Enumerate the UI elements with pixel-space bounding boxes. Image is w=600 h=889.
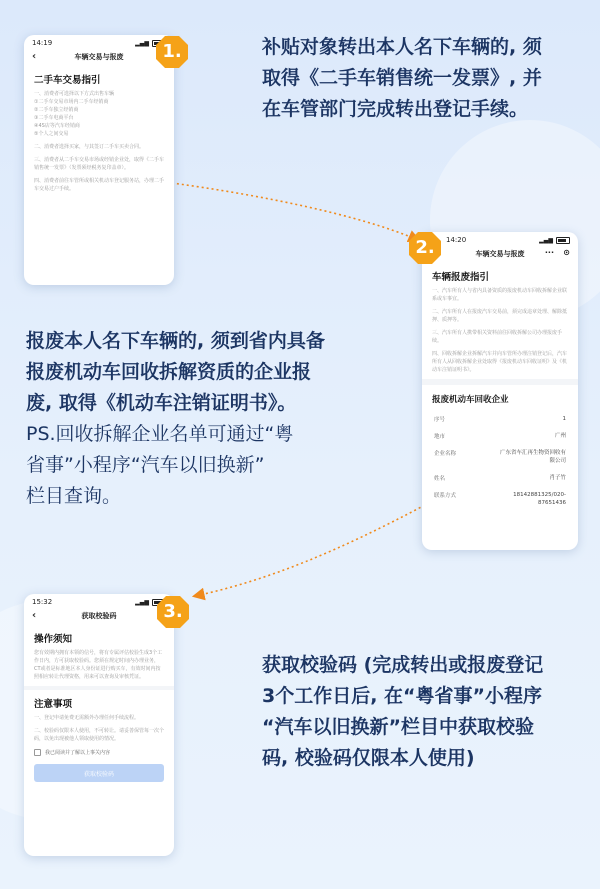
nav-title: 获取校验码 — [81, 612, 117, 620]
checkbox-icon[interactable] — [34, 749, 41, 756]
status-time: 15:32 — [32, 598, 53, 606]
notice-title: 注意事项 — [34, 699, 73, 710]
phone-screenshot-step2 — [422, 232, 578, 550]
get-code-button[interactable]: 获取校验码 — [34, 764, 164, 782]
back-arrow-icon[interactable]: ‹ — [32, 610, 37, 621]
guide-paragraph: 四、消费者前往车管所或相关机动车登记服务站，办理二手车交易过户手续。 — [34, 178, 165, 192]
info-row: 序号 1 — [434, 416, 566, 423]
note-line: 报废本人名下车辆的, 须到省内具备 — [26, 330, 325, 352]
step1-instruction — [262, 32, 542, 125]
status-bar — [24, 35, 174, 48]
signal-icon: ▂▄▆ — [135, 598, 149, 606]
note-line: 3个工作日后, 在“粤省事”小程序 — [262, 685, 543, 707]
guide-paragraph: 一、汽车所有人与省内具备资质的报废机动车回收拆解企业联系或车事宜。 — [432, 288, 568, 302]
status-time: 14:19 — [32, 39, 53, 47]
checkbox-label: 我已阅读并了解以上事关内容 — [45, 750, 111, 756]
note-line: “汽车以旧换新”栏目中获取校验 — [262, 716, 534, 738]
status-bar — [422, 232, 578, 245]
status-bar — [24, 594, 174, 607]
note-line: 取得《二手车销售统一发票》, 并 — [262, 67, 542, 89]
nav-bar — [24, 607, 174, 625]
info-row: 姓名 肖子竹 — [434, 475, 566, 482]
guide-paragraph: 四、回收拆解企业拆解汽车并向车管所办理注销登记后，汽车所有人从回收拆解企业处取得《报废机动车回收证明》及《机动车注销证明书》。 — [432, 351, 568, 373]
arrow-step1-to-step2 — [172, 183, 418, 240]
info-row: 企业名称 广东省车汇再生物资回收有限公司 — [434, 450, 566, 464]
status-time: 14:20 — [446, 236, 467, 244]
note-line: 报废机动车回收拆解资质的企业报 — [26, 361, 312, 383]
step-badge-2: 2. — [408, 231, 442, 265]
back-arrow-icon[interactable]: ‹ — [32, 51, 37, 62]
nav-title: 车辆交易与报废 — [475, 250, 525, 258]
page-title: 车辆报废指引 — [432, 272, 490, 283]
nav-bar — [422, 245, 578, 263]
notice-paragraph: 二、校验码仅限本人使用，不可转让。请妥善保管每一次个码，以免出现被他人领取使用的情况。 — [34, 728, 165, 742]
page-title: 二手车交易指引 — [34, 75, 101, 86]
guide-text — [24, 90, 174, 193]
info-row: 地市 广州 — [434, 433, 566, 440]
signal-icon: ▂▄▆ — [539, 236, 553, 244]
page-title: 操作须知 — [34, 634, 73, 645]
arrow-step2-to-step3 — [195, 505, 425, 596]
nav-title: 车辆交易与报废 — [74, 53, 124, 61]
agree-checkbox[interactable] — [24, 749, 174, 756]
phone-screenshot-step3 — [24, 594, 174, 856]
info-row: 联系方式 18142881325/020-87651436 — [434, 492, 566, 506]
step2-ps-note — [26, 419, 293, 512]
step-badge-1: 1. — [155, 35, 189, 69]
note-line: 废, 取得《机动车注销证明书》。 — [26, 392, 297, 414]
section-title: 报废机动车回收企业 — [432, 395, 509, 405]
phone-screenshot-step1 — [24, 35, 174, 285]
guide-paragraph: 三、汽车所有人携带相关资料前往回收拆解公司办理报废手续。 — [432, 330, 563, 344]
note-line: 码, 校验码仅限本人使用) — [262, 747, 475, 769]
guide-paragraph: 二、汽车所有人在报废汽车交易前，须完成违章处理、解除抵押、质押等。 — [432, 309, 568, 323]
note-line: PS.回收拆解企业名单可通过“粤 — [26, 423, 294, 445]
instruction-paragraph: 您有效期内拥有本领的信号，将有专属评估校验生成3个工作日内，方可获取校验码。您须在规定时间内办理业务，CT或者是标准地区本人身份证进行购买车，有效时间内按照相应转让代理资格，用来可以查询及审核凭证。 — [34, 650, 163, 680]
note-line: 省事”小程序“汽车以旧换新” — [26, 454, 265, 476]
signal-icon: ▂▄▆ — [135, 39, 149, 47]
step3-instruction — [262, 650, 543, 774]
note-line: 获取校验码 (完成转出或报废登记 — [262, 654, 544, 676]
close-circle-icon[interactable]: ⊙ — [563, 248, 570, 257]
step-badge-3: 3. — [156, 595, 190, 629]
notice-text — [24, 714, 174, 743]
guide-text — [422, 287, 578, 374]
note-line: 在车管部门完成转出登记手续。 — [262, 98, 529, 120]
more-icon[interactable]: ··· — [544, 248, 554, 257]
note-line: 补贴对象转出本人名下车辆的, 须 — [262, 36, 542, 58]
guide-paragraph: 二、消费者选择买家，与其签订二手车买卖合同。 — [34, 144, 145, 150]
nav-bar — [24, 48, 174, 66]
guide-paragraph: 一、消费者可选择以下方式出售车辆 ①二手车交易市场内二手车经销商 ②二手车独立经销商 ③二手车电商平台 ④4S店等汽车经销商 ⑤个人之间交易 — [34, 91, 115, 137]
instruction-text — [24, 649, 174, 681]
guide-paragraph: 三、消费者从二手车交易市场或经销企业处，取得《二手车销售统一发票》（发票须经税务复印盖章）。 — [34, 157, 165, 171]
step2-instruction — [26, 326, 325, 419]
notice-paragraph: 一、登记申请免费无需额外办理任何手续流程。 — [34, 715, 140, 721]
battery-icon — [556, 237, 570, 244]
company-card — [422, 415, 578, 507]
note-line: 栏目查询。 — [26, 485, 122, 507]
